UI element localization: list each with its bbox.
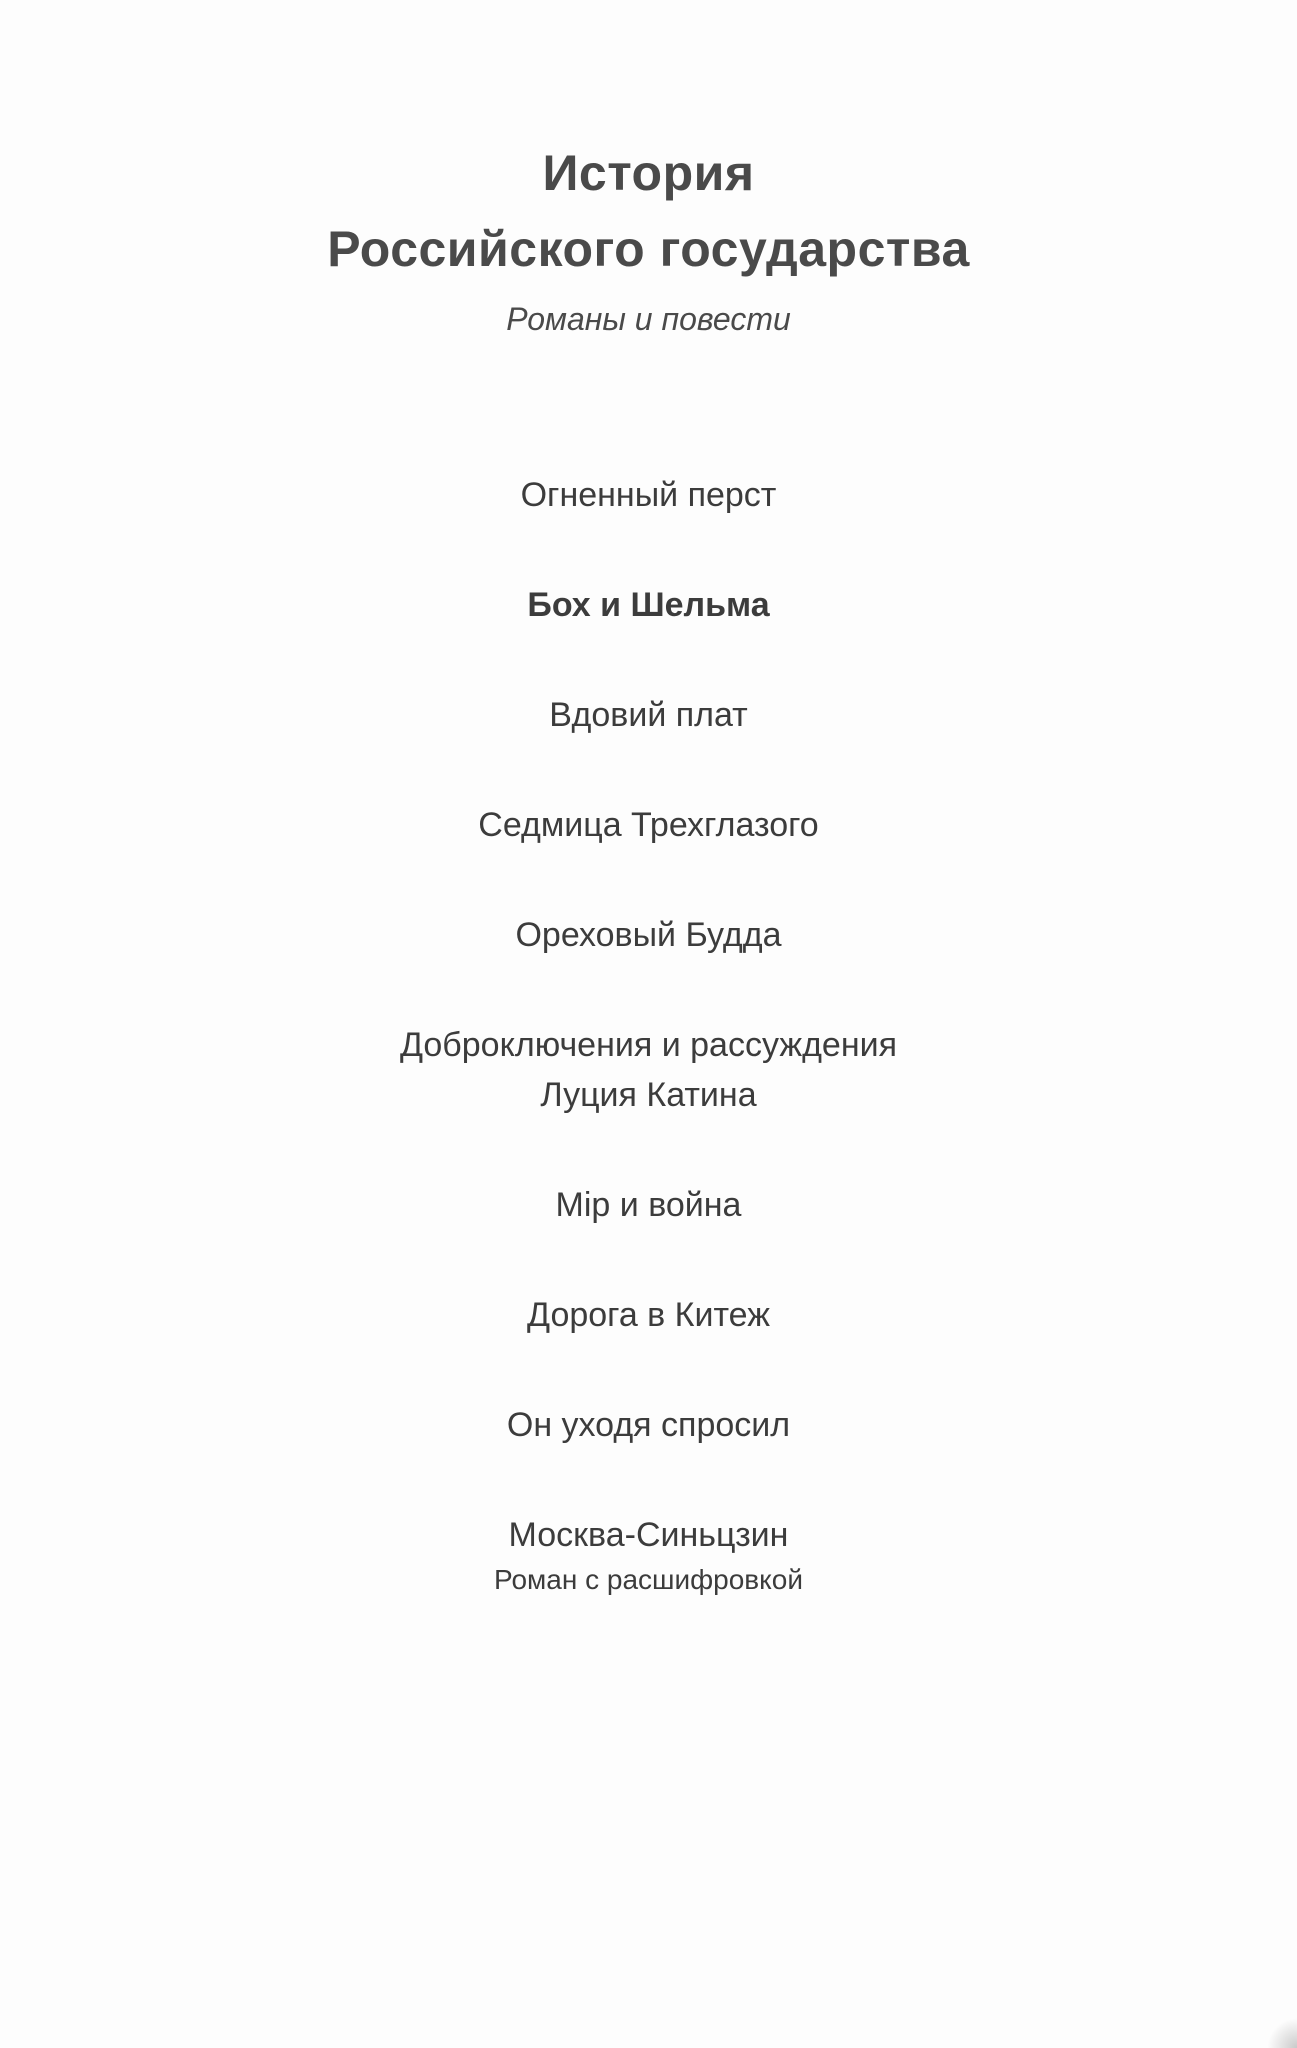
contents-item bbox=[0, 1180, 1297, 1230]
contents-item-title: Вдовий плат bbox=[549, 696, 748, 734]
contents-item bbox=[0, 1290, 1297, 1340]
contents-item bbox=[0, 1510, 1297, 1600]
contents-item-title: Он уходя спросил bbox=[506, 1406, 791, 1444]
contents-item bbox=[0, 910, 1297, 960]
contents-list bbox=[0, 470, 1297, 1660]
contents-item bbox=[0, 470, 1297, 520]
contents-item-title: Дорога в Китеж bbox=[527, 1296, 770, 1334]
series-subtitle: Романы и повести bbox=[506, 301, 791, 337]
contents-item bbox=[0, 580, 1297, 630]
contents-item-title: Бох и Шельма bbox=[527, 586, 770, 624]
contents-item-title-line-1: Доброключения и рассуждения bbox=[399, 1026, 898, 1064]
contents-item-title: Седмица Трехглазого bbox=[478, 806, 819, 844]
page-header bbox=[0, 135, 1297, 338]
contents-item bbox=[0, 1020, 1297, 1120]
contents-item-title-line-2: Луция Катина bbox=[540, 1076, 757, 1114]
contents-item bbox=[0, 690, 1297, 740]
contents-item-title: Mip и война bbox=[555, 1186, 742, 1224]
contents-item bbox=[0, 1400, 1297, 1450]
contents-item-title: Москва-Синьцзин bbox=[508, 1516, 789, 1554]
series-title-line-1: История bbox=[542, 145, 755, 201]
series-title-line-2: Российского государства bbox=[327, 221, 970, 277]
contents-item-note: Роман с расшифровкой bbox=[494, 1564, 803, 1595]
contents-item bbox=[0, 800, 1297, 850]
contents-item-title: Ореховый Будда bbox=[515, 916, 782, 954]
contents-item-title: Огненный перст bbox=[520, 476, 777, 514]
scan-smudge bbox=[1267, 2018, 1297, 2048]
